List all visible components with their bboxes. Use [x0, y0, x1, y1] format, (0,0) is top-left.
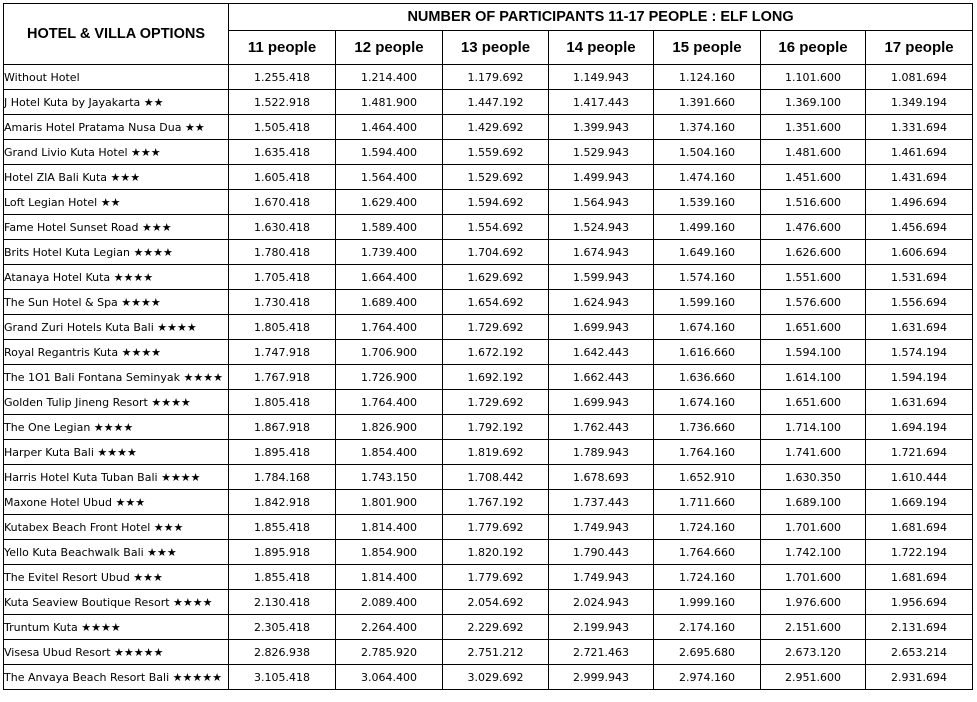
- price-cell: 1.349.194: [866, 90, 973, 115]
- price-cell: 1.726.900: [336, 365, 443, 390]
- price-cell: 1.351.600: [761, 115, 866, 140]
- price-cell: 1.654.692: [443, 290, 549, 315]
- hotel-name-cell: Without Hotel: [4, 65, 229, 90]
- table-row: [4, 540, 973, 565]
- hotel-name-cell: Fame Hotel Sunset Road ★★★: [4, 215, 229, 240]
- price-cell: 1.790.443: [549, 540, 654, 565]
- price-cell: 1.764.160: [654, 440, 761, 465]
- price-cell: 1.721.694: [866, 440, 973, 465]
- price-cell: 2.174.160: [654, 615, 761, 640]
- table-row: [4, 390, 973, 415]
- price-cell: 1.630.418: [229, 215, 336, 240]
- price-cell: 1.767.918: [229, 365, 336, 390]
- price-cell: 1.605.418: [229, 165, 336, 190]
- hotel-name-cell: The 1O1 Bali Fontana Seminyak ★★★★: [4, 365, 229, 390]
- hotel-options-header: HOTEL & VILLA OPTIONS: [4, 4, 229, 65]
- price-cell: 1.743.150: [336, 465, 443, 490]
- price-cell: 1.694.194: [866, 415, 973, 440]
- price-cell: 1.529.692: [443, 165, 549, 190]
- price-cell: 1.447.192: [443, 90, 549, 115]
- price-cell: 1.705.418: [229, 265, 336, 290]
- price-cell: 1.631.694: [866, 390, 973, 415]
- price-cell: 1.729.692: [443, 315, 549, 340]
- price-cell: 1.556.694: [866, 290, 973, 315]
- price-cell: 1.451.600: [761, 165, 866, 190]
- price-cell: 2.695.680: [654, 640, 761, 665]
- price-cell: 2.999.943: [549, 665, 654, 690]
- price-cell: 1.779.692: [443, 565, 549, 590]
- price-cell: 2.130.418: [229, 590, 336, 615]
- price-cell: 1.792.192: [443, 415, 549, 440]
- price-cell: 1.461.694: [866, 140, 973, 165]
- price-cell: 1.539.160: [654, 190, 761, 215]
- price-cell: 1.630.350: [761, 465, 866, 490]
- price-cell: 2.653.214: [866, 640, 973, 665]
- price-cell: 1.764.660: [654, 540, 761, 565]
- price-cell: 1.767.192: [443, 490, 549, 515]
- price-cell: 1.701.600: [761, 565, 866, 590]
- table-row: [4, 190, 973, 215]
- price-cell: 2.974.160: [654, 665, 761, 690]
- price-cell: 1.704.692: [443, 240, 549, 265]
- price-cell: 1.724.160: [654, 515, 761, 540]
- price-cell: 1.551.600: [761, 265, 866, 290]
- table-row: [4, 340, 973, 365]
- column-header: 11 people: [229, 31, 336, 65]
- price-cell: 1.699.943: [549, 315, 654, 340]
- price-cell: 1.689.400: [336, 290, 443, 315]
- price-cell: 1.331.694: [866, 115, 973, 140]
- price-cell: 1.749.943: [549, 565, 654, 590]
- price-cell: 1.895.918: [229, 540, 336, 565]
- table-row: [4, 65, 973, 90]
- price-cell: 1.669.194: [866, 490, 973, 515]
- price-cell: 1.574.160: [654, 265, 761, 290]
- price-cell: 1.814.400: [336, 565, 443, 590]
- price-cell: 2.089.400: [336, 590, 443, 615]
- price-cell: 1.516.600: [761, 190, 866, 215]
- price-cell: 3.064.400: [336, 665, 443, 690]
- price-cell: 1.564.943: [549, 190, 654, 215]
- hotel-name-cell: The One Legian ★★★★: [4, 415, 229, 440]
- price-cell: 1.674.160: [654, 315, 761, 340]
- price-cell: 2.229.692: [443, 615, 549, 640]
- hotel-name-cell: Maxone Hotel Ubud ★★★: [4, 490, 229, 515]
- price-cell: 2.751.212: [443, 640, 549, 665]
- table-row: [4, 515, 973, 540]
- price-cell: 1.737.443: [549, 490, 654, 515]
- table-row: [4, 615, 973, 640]
- table-row: [4, 565, 973, 590]
- table-row: [4, 465, 973, 490]
- price-cell: 2.131.694: [866, 615, 973, 640]
- table-row: [4, 215, 973, 240]
- price-cell: 1.692.192: [443, 365, 549, 390]
- price-cell: 2.151.600: [761, 615, 866, 640]
- table-row: [4, 640, 973, 665]
- price-cell: 1.594.692: [443, 190, 549, 215]
- hotel-name-cell: Truntum Kuta ★★★★: [4, 615, 229, 640]
- price-cell: 1.999.160: [654, 590, 761, 615]
- hotel-name-cell: The Evitel Resort Ubud ★★★: [4, 565, 229, 590]
- price-cell: 1.594.194: [866, 365, 973, 390]
- header-row-top: [4, 4, 973, 31]
- price-cell: 1.747.918: [229, 340, 336, 365]
- price-cell: 1.789.943: [549, 440, 654, 465]
- table-row: [4, 365, 973, 390]
- price-cell: 1.672.192: [443, 340, 549, 365]
- price-cell: 1.599.943: [549, 265, 654, 290]
- price-cell: 1.631.694: [866, 315, 973, 340]
- price-cell: 1.214.400: [336, 65, 443, 90]
- price-cell: 1.714.100: [761, 415, 866, 440]
- price-cell: 1.626.600: [761, 240, 866, 265]
- table-row: [4, 415, 973, 440]
- hotel-name-cell: Grand Zuri Hotels Kuta Bali ★★★★: [4, 315, 229, 340]
- price-cell: 1.814.400: [336, 515, 443, 540]
- price-cell: 1.664.400: [336, 265, 443, 290]
- column-header: 15 people: [654, 31, 761, 65]
- price-cell: 1.681.694: [866, 515, 973, 540]
- price-cell: 1.805.418: [229, 390, 336, 415]
- price-cell: 1.854.900: [336, 540, 443, 565]
- price-cell: 1.651.600: [761, 390, 866, 415]
- price-cell: 1.736.660: [654, 415, 761, 440]
- hotel-name-cell: Harper Kuta Bali ★★★★: [4, 440, 229, 465]
- price-cell: 1.629.400: [336, 190, 443, 215]
- price-cell: 3.105.418: [229, 665, 336, 690]
- price-cell: 1.711.660: [654, 490, 761, 515]
- table-row: [4, 590, 973, 615]
- price-cell: 1.854.400: [336, 440, 443, 465]
- price-cell: 2.054.692: [443, 590, 549, 615]
- hotel-name-cell: Hotel ZIA Bali Kuta ★★★: [4, 165, 229, 190]
- column-header: 14 people: [549, 31, 654, 65]
- price-cell: 1.594.100: [761, 340, 866, 365]
- price-cell: 1.701.600: [761, 515, 866, 540]
- price-cell: 1.956.694: [866, 590, 973, 615]
- hotel-name-cell: Kutabex Beach Front Hotel ★★★: [4, 515, 229, 540]
- table-row: [4, 165, 973, 190]
- price-cell: 1.826.900: [336, 415, 443, 440]
- price-cell: 1.741.600: [761, 440, 866, 465]
- price-cell: 1.554.692: [443, 215, 549, 240]
- table-body: [4, 65, 973, 690]
- price-cell: 1.614.100: [761, 365, 866, 390]
- price-cell: 1.730.418: [229, 290, 336, 315]
- hotel-name-cell: Grand Livio Kuta Hotel ★★★: [4, 140, 229, 165]
- hotel-name-cell: Kuta Seaview Boutique Resort ★★★★: [4, 590, 229, 615]
- price-cell: 1.399.943: [549, 115, 654, 140]
- column-header: 16 people: [761, 31, 866, 65]
- price-cell: 1.616.660: [654, 340, 761, 365]
- price-cell: 1.820.192: [443, 540, 549, 565]
- price-cell: 1.649.160: [654, 240, 761, 265]
- price-cell: 1.674.160: [654, 390, 761, 415]
- table-row: [4, 115, 973, 140]
- price-cell: 1.762.443: [549, 415, 654, 440]
- price-cell: 1.589.400: [336, 215, 443, 240]
- price-cell: 1.481.600: [761, 140, 866, 165]
- price-cell: 1.636.660: [654, 365, 761, 390]
- price-cell: 1.524.943: [549, 215, 654, 240]
- hotel-name-cell: Visesa Ubud Resort ★★★★★: [4, 640, 229, 665]
- price-cell: 2.305.418: [229, 615, 336, 640]
- price-cell: 1.531.694: [866, 265, 973, 290]
- table-row: [4, 315, 973, 340]
- price-cell: 1.499.160: [654, 215, 761, 240]
- table-row: [4, 290, 973, 315]
- price-cell: 1.708.442: [443, 465, 549, 490]
- price-cell: 1.496.694: [866, 190, 973, 215]
- price-cell: 1.456.694: [866, 215, 973, 240]
- price-cell: 1.481.900: [336, 90, 443, 115]
- price-cell: 1.739.400: [336, 240, 443, 265]
- table-row: [4, 440, 973, 465]
- price-cell: 1.464.400: [336, 115, 443, 140]
- price-cell: 1.499.943: [549, 165, 654, 190]
- hotel-name-cell: Amaris Hotel Pratama Nusa Dua ★★: [4, 115, 229, 140]
- price-cell: 1.674.943: [549, 240, 654, 265]
- price-cell: 2.931.694: [866, 665, 973, 690]
- price-cell: 1.124.160: [654, 65, 761, 90]
- price-cell: 1.855.418: [229, 515, 336, 540]
- price-cell: 2.826.938: [229, 640, 336, 665]
- price-cell: 1.431.694: [866, 165, 973, 190]
- price-cell: 1.764.400: [336, 315, 443, 340]
- price-cell: 1.780.418: [229, 240, 336, 265]
- column-header: 12 people: [336, 31, 443, 65]
- price-cell: 1.101.600: [761, 65, 866, 90]
- price-cell: 1.610.444: [866, 465, 973, 490]
- column-header: 13 people: [443, 31, 549, 65]
- price-cell: 1.642.443: [549, 340, 654, 365]
- hotel-name-cell: Harris Hotel Kuta Tuban Bali ★★★★: [4, 465, 229, 490]
- price-cell: 1.764.400: [336, 390, 443, 415]
- hotel-name-cell: Golden Tulip Jineng Resort ★★★★: [4, 390, 229, 415]
- price-cell: 2.024.943: [549, 590, 654, 615]
- price-cell: 1.976.600: [761, 590, 866, 615]
- price-cell: 1.505.418: [229, 115, 336, 140]
- price-cell: 1.867.918: [229, 415, 336, 440]
- price-cell: 2.264.400: [336, 615, 443, 640]
- price-cell: 1.895.418: [229, 440, 336, 465]
- price-cell: 1.689.100: [761, 490, 866, 515]
- price-cell: 2.673.120: [761, 640, 866, 665]
- price-cell: 1.417.443: [549, 90, 654, 115]
- price-cell: 2.951.600: [761, 665, 866, 690]
- price-cell: 2.199.943: [549, 615, 654, 640]
- table-row: [4, 90, 973, 115]
- price-cell: 1.722.194: [866, 540, 973, 565]
- table-header: [4, 4, 973, 65]
- price-cell: 1.474.160: [654, 165, 761, 190]
- price-cell: 1.779.692: [443, 515, 549, 540]
- price-cell: 1.624.943: [549, 290, 654, 315]
- hotel-name-cell: The Sun Hotel & Spa ★★★★: [4, 290, 229, 315]
- price-cell: 1.429.692: [443, 115, 549, 140]
- price-cell: 2.785.920: [336, 640, 443, 665]
- price-cell: 1.784.168: [229, 465, 336, 490]
- table-row: [4, 265, 973, 290]
- price-cell: 1.574.194: [866, 340, 973, 365]
- price-cell: 1.564.400: [336, 165, 443, 190]
- price-cell: 1.819.692: [443, 440, 549, 465]
- price-cell: 1.529.943: [549, 140, 654, 165]
- price-cell: 1.374.160: [654, 115, 761, 140]
- price-cell: 1.742.100: [761, 540, 866, 565]
- price-cell: 1.855.418: [229, 565, 336, 590]
- table-row: [4, 490, 973, 515]
- hotel-name-cell: Loft Legian Hotel ★★: [4, 190, 229, 215]
- table-row: [4, 240, 973, 265]
- price-cell: 1.629.692: [443, 265, 549, 290]
- price-cell: 1.842.918: [229, 490, 336, 515]
- price-cell: 3.029.692: [443, 665, 549, 690]
- hotel-name-cell: Atanaya Hotel Kuta ★★★★: [4, 265, 229, 290]
- hotel-name-cell: Brits Hotel Kuta Legian ★★★★: [4, 240, 229, 265]
- price-cell: 1.635.418: [229, 140, 336, 165]
- price-cell: 1.576.600: [761, 290, 866, 315]
- price-cell: 1.662.443: [549, 365, 654, 390]
- price-cell: 1.081.694: [866, 65, 973, 90]
- price-cell: 1.599.160: [654, 290, 761, 315]
- price-cell: 1.255.418: [229, 65, 336, 90]
- hotel-name-cell: Royal Regantris Kuta ★★★★: [4, 340, 229, 365]
- price-cell: 2.721.463: [549, 640, 654, 665]
- price-cell: 1.805.418: [229, 315, 336, 340]
- hotel-name-cell: Yello Kuta Beachwalk Bali ★★★: [4, 540, 229, 565]
- price-cell: 1.504.160: [654, 140, 761, 165]
- price-cell: 1.522.918: [229, 90, 336, 115]
- price-cell: 1.724.160: [654, 565, 761, 590]
- price-cell: 1.651.600: [761, 315, 866, 340]
- price-cell: 1.559.692: [443, 140, 549, 165]
- price-cell: 1.369.100: [761, 90, 866, 115]
- price-cell: 1.149.943: [549, 65, 654, 90]
- price-cell: 1.699.943: [549, 390, 654, 415]
- price-cell: 1.729.692: [443, 390, 549, 415]
- table-row: [4, 665, 973, 690]
- price-cell: 1.179.692: [443, 65, 549, 90]
- price-cell: 1.681.694: [866, 565, 973, 590]
- hotel-name-cell: The Anvaya Beach Resort Bali ★★★★★: [4, 665, 229, 690]
- price-cell: 1.706.900: [336, 340, 443, 365]
- table-row: [4, 140, 973, 165]
- price-cell: 1.678.693: [549, 465, 654, 490]
- column-header: 17 people: [866, 31, 973, 65]
- price-cell: 1.476.600: [761, 215, 866, 240]
- price-cell: 1.749.943: [549, 515, 654, 540]
- price-cell: 1.391.660: [654, 90, 761, 115]
- price-cell: 1.606.694: [866, 240, 973, 265]
- price-cell: 1.801.900: [336, 490, 443, 515]
- participants-group-header: NUMBER OF PARTICIPANTS 11-17 PEOPLE : ELF LONG: [229, 4, 973, 31]
- price-table: [3, 3, 973, 690]
- price-cell: 1.594.400: [336, 140, 443, 165]
- price-cell: 1.652.910: [654, 465, 761, 490]
- hotel-name-cell: J Hotel Kuta by Jayakarta ★★: [4, 90, 229, 115]
- price-cell: 1.670.418: [229, 190, 336, 215]
